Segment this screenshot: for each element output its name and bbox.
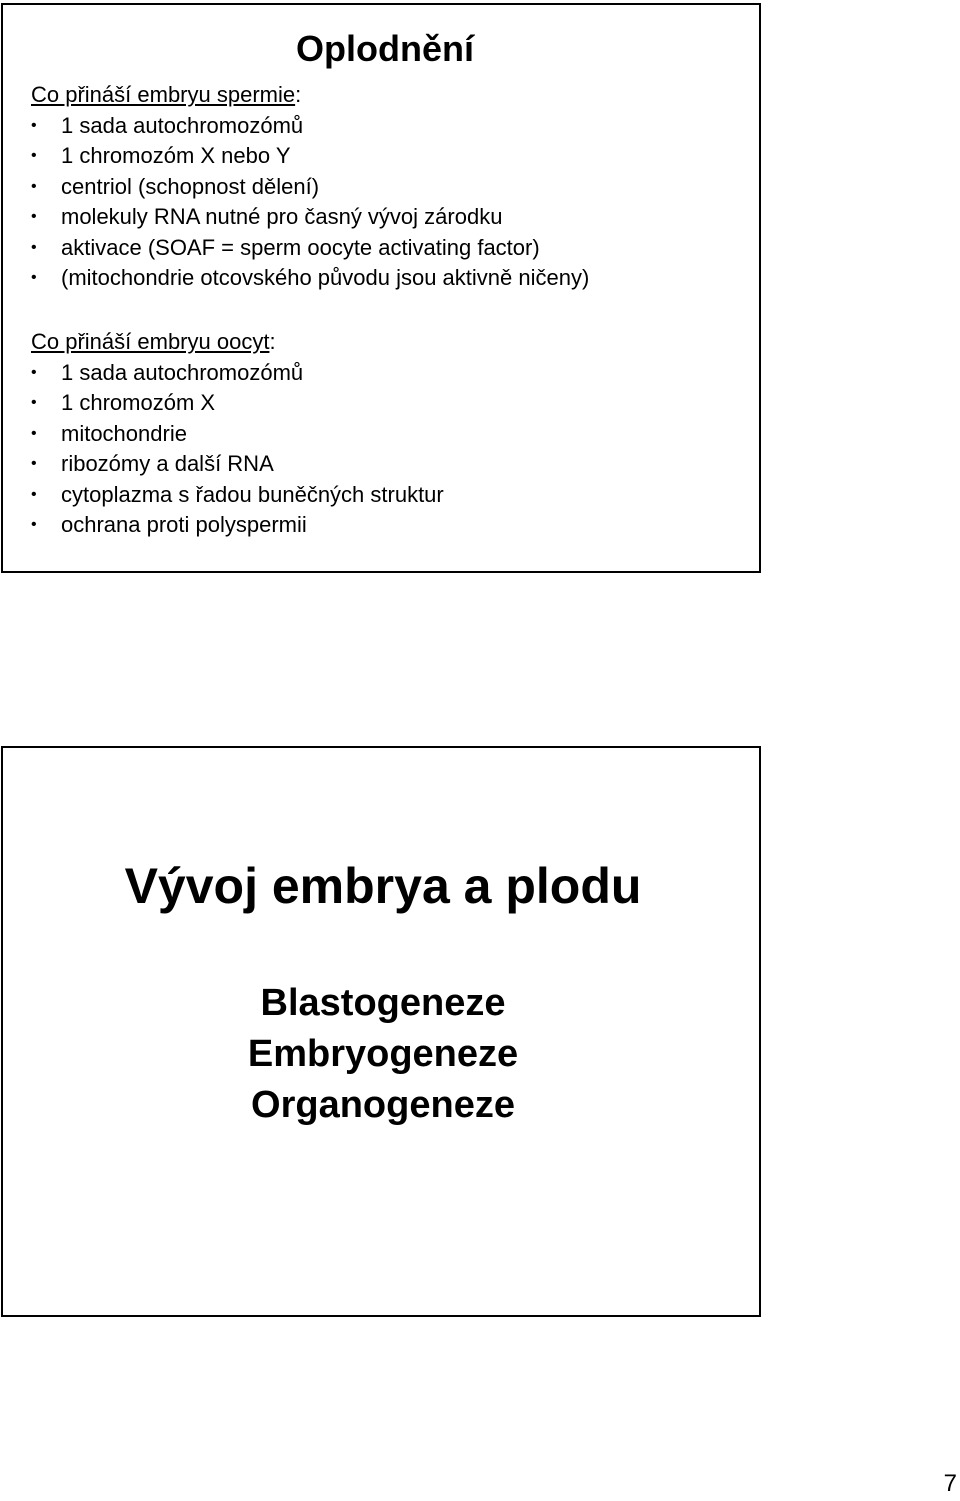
topic-list — [3, 978, 763, 1131]
topic-item: Blastogeneze — [260, 982, 506, 1024]
slide-vyvoj-embrya — [1, 746, 761, 1317]
list-item: • (mitochondrie otcovského původu jsou aktivně ničeny) — [31, 263, 589, 294]
section-heading: Co přináší embryu oocyt: — [31, 329, 276, 354]
slide-title: Vývoj embrya a plodu — [124, 858, 642, 914]
bullet-icon: • — [31, 485, 37, 503]
oocyte-contribution-section — [31, 327, 444, 541]
list-item: • 1 chromozóm X — [31, 388, 444, 419]
list-item: • molekuly RNA nutné pro časný vývoj zárodku — [31, 202, 589, 233]
bullet-icon: • — [31, 116, 37, 134]
sperm-contribution-section — [31, 80, 589, 294]
bullet-icon: • — [31, 269, 37, 286]
bullet-icon: • — [31, 394, 37, 411]
slide-oplodneni — [1, 3, 761, 573]
slide-title: Oplodnění — [296, 28, 474, 69]
list-item: • ribozómy a další RNA — [31, 449, 444, 480]
bullet-icon: • — [31, 177, 37, 195]
list-item: • 1 sada autochromozómů — [31, 358, 444, 389]
bullet-list — [31, 111, 589, 294]
section-heading: Co přináší embryu spermie: — [31, 82, 302, 107]
topic-item: Organogeneze — [251, 1084, 515, 1126]
list-item: • mitochondrie — [31, 419, 444, 450]
list-item: • 1 chromozóm X nebo Y — [31, 141, 589, 172]
bullet-icon: • — [31, 208, 37, 225]
topic-item: Embryogeneze — [247, 1033, 519, 1075]
bullet-list — [31, 358, 444, 541]
bullet-icon: • — [31, 424, 37, 442]
list-item: • cytoplazma s řadou buněčných struktur — [31, 480, 444, 511]
list-item: • centriol (schopnost dělení) — [31, 172, 589, 203]
list-item: • ochrana proti polyspermii — [31, 510, 444, 541]
list-item: • 1 sada autochromozómů — [31, 111, 589, 142]
page-number: 7 — [943, 1470, 957, 1497]
bullet-icon: • — [31, 516, 37, 533]
bullet-icon: • — [31, 363, 37, 381]
list-item: • aktivace (SOAF = sperm oocyte activating factor) — [31, 233, 589, 264]
bullet-icon: • — [31, 455, 37, 472]
bullet-icon: • — [31, 147, 37, 164]
bullet-icon: • — [31, 238, 37, 256]
